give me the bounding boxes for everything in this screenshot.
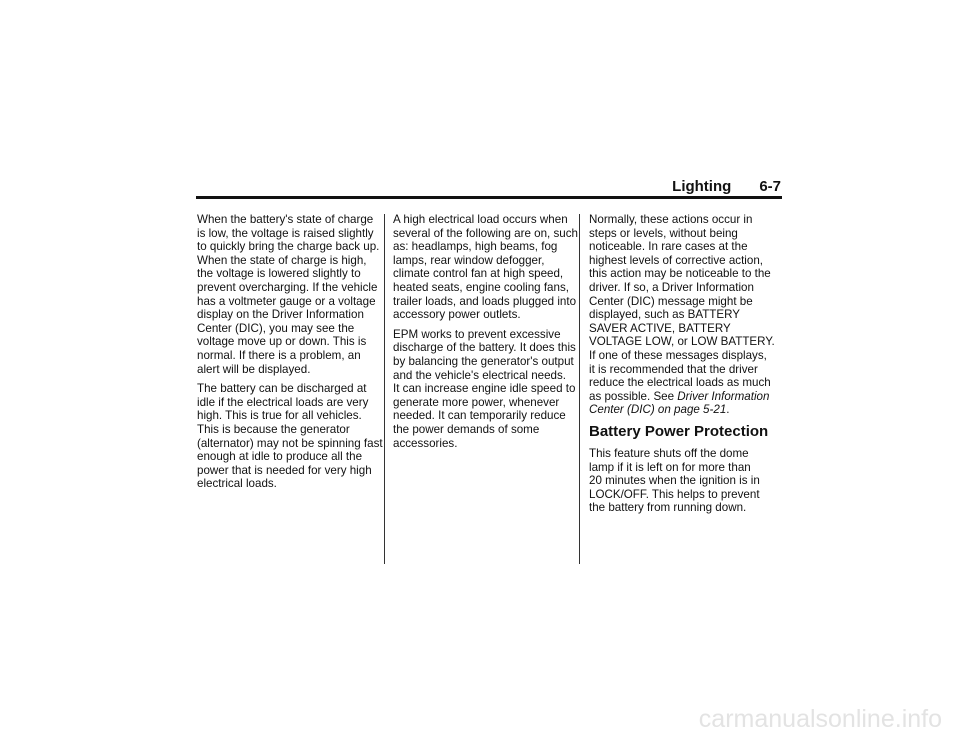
- text-line: lamp if it is left on for more than: [589, 460, 751, 474]
- text-line: displayed, such as BATTERY: [589, 308, 741, 322]
- text-line: VOLTAGE LOW, or LOW BATTERY.: [589, 335, 775, 349]
- text-line: trailer loads, and loads plugged into: [393, 294, 577, 308]
- text-line: as: headlamps, high beams, fog: [393, 240, 558, 254]
- text-line: idle if the electrical loads are very: [197, 395, 369, 409]
- text-line: discharge of the battery. It does this: [393, 341, 576, 355]
- text-line: noticeable. In rare cases at the: [589, 240, 748, 254]
- text-line: electrical loads.: [197, 477, 277, 491]
- text-line: If one of these messages displays,: [589, 348, 767, 362]
- watermark: carmanualsonline.info: [698, 705, 942, 733]
- text-line: enough at idle to produce all the: [197, 450, 363, 464]
- text-line: the voltage is lowered slightly to: [197, 267, 361, 281]
- section-title: Lighting: [672, 178, 732, 195]
- text-line-prefix: as possible. See: [589, 389, 678, 403]
- text-line: voltage move up or down. This is: [197, 335, 367, 349]
- header-rule: [196, 196, 782, 199]
- text-line: 20 minutes when the ignition is in: [589, 474, 760, 488]
- text-line: steps or levels, without being: [589, 226, 738, 240]
- paragraph-epm: [393, 328, 575, 450]
- text-line: SAVER ACTIVE, BATTERY: [589, 321, 731, 335]
- text-line: EPM works to prevent excessive: [393, 327, 561, 341]
- column-divider-1: [384, 214, 385, 564]
- cross-reference-link[interactable]: Driver Information: [677, 389, 770, 403]
- text-line: It can increase engine idle speed to: [393, 382, 576, 396]
- text-line-suffix: .: [726, 403, 730, 417]
- text-line: climate control fan at high speed,: [393, 267, 564, 281]
- text-line: Center (DIC) message might be: [589, 294, 753, 308]
- subheading-battery-power-protection: Battery Power Protection: [589, 422, 769, 440]
- text-line: high. This is true for all vehicles.: [197, 409, 362, 423]
- text-line: the power demands of some: [393, 422, 540, 436]
- text-line: (alternator) may not be spinning fast: [197, 436, 383, 450]
- text-line: is low, the voltage is raised slightly: [197, 226, 374, 240]
- text-line: generate more power, whenever: [393, 395, 560, 409]
- paragraph-corrective-action: [589, 213, 775, 417]
- text-line: this action may be noticeable to the: [589, 267, 771, 281]
- text-line: has a voltmeter gauge or a voltage: [197, 294, 376, 308]
- column-2: [393, 213, 578, 456]
- text-line: This feature shuts off the dome: [589, 446, 749, 460]
- paragraph-power-protection: [589, 447, 771, 515]
- text-line: and the vehicle's electrical needs.: [393, 368, 567, 382]
- text-line: lamps, rear window defogger,: [393, 253, 545, 267]
- paragraph-discharge-at-idle: [197, 382, 383, 491]
- text-line: This is because the generator: [197, 422, 350, 436]
- text-line: it is recommended that the driver: [589, 362, 758, 376]
- page-number: 6-7: [759, 178, 781, 195]
- paragraph-high-load: [393, 213, 578, 322]
- text-line: accessories.: [393, 436, 458, 450]
- text-line: to quickly bring the charge back up.: [197, 240, 380, 254]
- text-line: by balancing the generator's output: [393, 354, 574, 368]
- page-header: [0, 178, 781, 195]
- text-line: When the state of charge is high,: [197, 253, 367, 267]
- text-line: accessory power outlets.: [393, 308, 521, 322]
- text-line: A high electrical load occurs when: [393, 213, 568, 226]
- text-line: normal. If there is a problem, an: [197, 348, 361, 362]
- text-line: needed. It can temporarily reduce: [393, 409, 566, 423]
- text-line: power that is needed for very high: [197, 463, 372, 477]
- text-line: When the battery's state of charge: [197, 213, 374, 226]
- text-line: the battery from running down.: [589, 501, 747, 515]
- text-line: prevent overcharging. If the vehicle: [197, 280, 378, 294]
- text-line: several of the following are on, such: [393, 226, 578, 240]
- text-line: Center (DIC), you may see the: [197, 321, 355, 335]
- text-line: alert will be displayed.: [197, 362, 311, 376]
- paragraph-state-of-charge: [197, 213, 379, 376]
- column-divider-2: [579, 214, 580, 564]
- text-line: driver. If so, a Driver Information: [589, 280, 754, 294]
- text-line: heated seats, engine cooling fans,: [393, 280, 569, 294]
- cross-reference-link[interactable]: Center (DIC) on page 5-21: [589, 403, 727, 417]
- text-line: highest levels of corrective action,: [589, 253, 763, 267]
- column-3: [589, 213, 775, 521]
- text-line: reduce the electrical loads as much: [589, 376, 771, 390]
- text-line: The battery can be discharged at: [197, 382, 367, 396]
- column-1: [197, 213, 383, 497]
- text-line: Normally, these actions occur in: [589, 213, 753, 226]
- text-line: display on the Driver Information: [197, 308, 364, 322]
- text-line: LOCK/OFF. This helps to prevent: [589, 487, 760, 501]
